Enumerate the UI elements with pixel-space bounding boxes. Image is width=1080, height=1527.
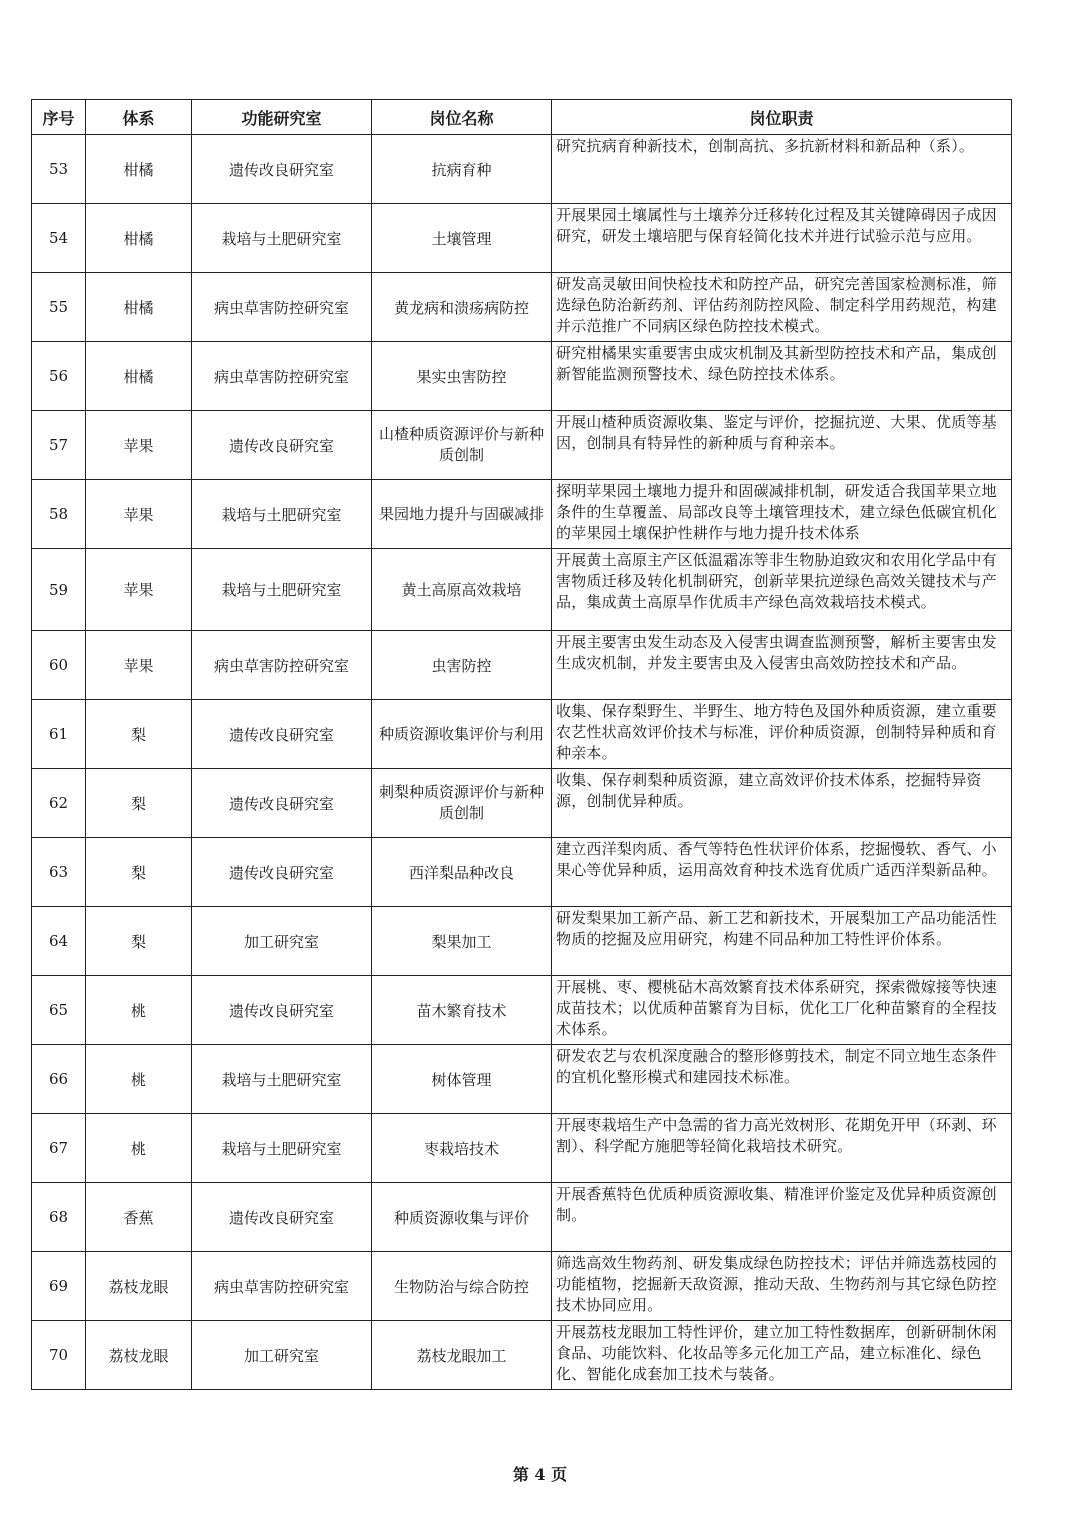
row-no: 57: [32, 411, 86, 480]
row-duty: 开展主要害虫发生动态及入侵害虫调查监测预警，解析主要害虫发生成灾机制，并发主要害虫及入侵害虫高效防控技术和产品。: [552, 631, 1012, 700]
row-post: 果实虫害防控: [372, 342, 552, 411]
row-post: 土壤管理: [372, 204, 552, 273]
row-post: 种质资源收集与评价: [372, 1183, 552, 1252]
row-lab: 遗传改良研究室: [192, 135, 372, 204]
row-no: 56: [32, 342, 86, 411]
table-row: [32, 1321, 1012, 1390]
row-system: 桃: [86, 1045, 192, 1114]
table-row: [32, 838, 1012, 907]
row-no: 67: [32, 1114, 86, 1183]
row-lab: 栽培与土肥研究室: [192, 204, 372, 273]
row-duty: 开展荔枝龙眼加工特性评价，建立加工特性数据库，创新研制休闲食品、功能饮料、化妆品等多元化加工产品，建立标准化、绿色化、智能化成套加工技术与装备。: [552, 1321, 1012, 1390]
row-duty: 开展黄土高原主产区低温霜冻等非生物胁迫致灾和农用化学品中有害物质迁移及转化机制研究，创新苹果抗逆绿色高效关键技术与产品，集成黄土高原旱作优质丰产绿色高效栽培技术模式。: [552, 549, 1012, 631]
row-no: 58: [32, 480, 86, 549]
row-post: 荔枝龙眼加工: [372, 1321, 552, 1390]
row-post: 枣栽培技术: [372, 1114, 552, 1183]
row-lab: 遗传改良研究室: [192, 411, 372, 480]
row-system: 柑橘: [86, 342, 192, 411]
row-lab: 病虫草害防控研究室: [192, 273, 372, 342]
row-lab: 遗传改良研究室: [192, 700, 372, 769]
row-system: 荔枝龙眼: [86, 1252, 192, 1321]
row-duty: 筛选高效生物药剂、研发集成绿色防控技术；评估并筛选荔枝园的功能植物，挖掘新天敌资源，推动天敌、生物药剂与其它绿色防控技术协同应用。: [552, 1252, 1012, 1321]
row-duty: 研发梨果加工新产品、新工艺和新技术，开展梨加工产品功能活性物质的挖掘及应用研究，构建不同品种加工特性评价体系。: [552, 907, 1012, 976]
row-duty: 开展桃、枣、樱桃砧木高效繁育技术体系研究，探索微嫁接等快速成苗技术；以优质种苗繁育为目标，优化工厂化种苗繁育的全程技术体系。: [552, 976, 1012, 1045]
row-lab: 病虫草害防控研究室: [192, 1252, 372, 1321]
table-row: [32, 480, 1012, 549]
row-no: 66: [32, 1045, 86, 1114]
row-system: 梨: [86, 907, 192, 976]
table-row: [32, 1114, 1012, 1183]
row-lab: 病虫草害防控研究室: [192, 631, 372, 700]
row-system: 苹果: [86, 631, 192, 700]
table-row: [32, 549, 1012, 631]
row-lab: 栽培与土肥研究室: [192, 1114, 372, 1183]
row-duty: 研发农艺与农机深度融合的整形修剪技术，制定不同立地生态条件的宜机化整形模式和建园技术标准。: [552, 1045, 1012, 1114]
row-post: 抗病育种: [372, 135, 552, 204]
table-row: [32, 700, 1012, 769]
row-post: 树体管理: [372, 1045, 552, 1114]
row-no: 69: [32, 1252, 86, 1321]
row-lab: 遗传改良研究室: [192, 769, 372, 838]
row-post: 生物防治与综合防控: [372, 1252, 552, 1321]
header-system: 体系: [86, 100, 192, 135]
row-no: 68: [32, 1183, 86, 1252]
row-no: 61: [32, 700, 86, 769]
row-post: 梨果加工: [372, 907, 552, 976]
row-post: 虫害防控: [372, 631, 552, 700]
row-lab: 病虫草害防控研究室: [192, 342, 372, 411]
row-post: 西洋梨品种改良: [372, 838, 552, 907]
row-duty: 收集、保存梨野生、半野生、地方特色及国外种质资源，建立重要农艺性状高效评价技术与标准，评价种质资源，创制特异种质和育种亲本。: [552, 700, 1012, 769]
row-duty: 收集、保存刺梨种质资源，建立高效评价技术体系，挖掘特异资源，创制优异种质。: [552, 769, 1012, 838]
header-lab: 功能研究室: [192, 100, 372, 135]
row-no: 60: [32, 631, 86, 700]
row-no: 62: [32, 769, 86, 838]
row-system: 梨: [86, 838, 192, 907]
table-row: [32, 1183, 1012, 1252]
row-system: 荔枝龙眼: [86, 1321, 192, 1390]
row-no: 70: [32, 1321, 86, 1390]
header-post: 岗位名称: [372, 100, 552, 135]
table-row: [32, 631, 1012, 700]
row-system: 柑橘: [86, 273, 192, 342]
row-lab: 遗传改良研究室: [192, 976, 372, 1045]
row-system: 桃: [86, 976, 192, 1045]
row-system: 苹果: [86, 411, 192, 480]
table-row: [32, 1252, 1012, 1321]
header-duty: 岗位职责: [552, 100, 1012, 135]
table-row: [32, 411, 1012, 480]
table-row: [32, 907, 1012, 976]
row-no: 65: [32, 976, 86, 1045]
row-duty: 开展山楂种质资源收集、鉴定与评价，挖掘抗逆、大果、优质等基因，创制具有特异性的新种质与育种亲本。: [552, 411, 1012, 480]
table-row: [32, 204, 1012, 273]
row-duty: 开展香蕉特色优质种质资源收集、精准评价鉴定及优异种质资源创制。: [552, 1183, 1012, 1252]
table-row: [32, 342, 1012, 411]
row-post: 黄龙病和溃疡病防控: [372, 273, 552, 342]
row-system: 桃: [86, 1114, 192, 1183]
row-duty: 研究柑橘果实重要害虫成灾机制及其新型防控技术和产品，集成创新智能监测预警技术、绿色防控技术体系。: [552, 342, 1012, 411]
row-post: 刺梨种质资源评价与新种质创制: [372, 769, 552, 838]
row-lab: 加工研究室: [192, 1321, 372, 1390]
row-lab: 栽培与土肥研究室: [192, 549, 372, 631]
positions-table: [31, 99, 1012, 1390]
table-row: [32, 273, 1012, 342]
row-system: 苹果: [86, 480, 192, 549]
row-post: 苗木繁育技术: [372, 976, 552, 1045]
row-no: 55: [32, 273, 86, 342]
row-post: 果园地力提升与固碳减排: [372, 480, 552, 549]
row-duty: 建立西洋梨肉质、香气等特色性状评价体系，挖掘慢软、香气、小果心等优异种质，运用高效育种技术选育优质广适西洋梨新品种。: [552, 838, 1012, 907]
row-duty: 开展枣栽培生产中急需的省力高光效树形、花期免开甲（环剥、环割）、科学配方施肥等轻简化栽培技术研究。: [552, 1114, 1012, 1183]
row-lab: 加工研究室: [192, 907, 372, 976]
table-row: [32, 769, 1012, 838]
row-post: 山楂种质资源评价与新种质创制: [372, 411, 552, 480]
table-row: [32, 976, 1012, 1045]
page-number: 第 4 页: [512, 1465, 568, 1484]
table-row: [32, 1045, 1012, 1114]
row-lab: 栽培与土肥研究室: [192, 1045, 372, 1114]
row-no: 59: [32, 549, 86, 631]
row-system: 苹果: [86, 549, 192, 631]
row-system: 香蕉: [86, 1183, 192, 1252]
row-system: 梨: [86, 769, 192, 838]
row-no: 64: [32, 907, 86, 976]
table-row: [32, 135, 1012, 204]
row-post: 种质资源收集评价与利用: [372, 700, 552, 769]
row-no: 54: [32, 204, 86, 273]
header-no: 序号: [32, 100, 86, 135]
row-system: 柑橘: [86, 204, 192, 273]
row-system: 柑橘: [86, 135, 192, 204]
row-duty: 探明苹果园土壤地力提升和固碳减排机制，研发适合我国苹果立地条件的生草覆盖、局部改良等土壤管理技术，建立绿色低碳宜机化的苹果园土壤保护性耕作与地力提升技术体系: [552, 480, 1012, 549]
row-lab: 遗传改良研究室: [192, 1183, 372, 1252]
row-duty: 研究抗病育种新技术，创制高抗、多抗新材料和新品种（系）。: [552, 135, 1012, 204]
row-duty: 开展果园土壤属性与土壤养分迁移转化过程及其关键障碍因子成因研究，研发土壤培肥与保育轻简化技术并进行试验示范与应用。: [552, 204, 1012, 273]
row-no: 63: [32, 838, 86, 907]
row-post: 黄土高原高效栽培: [372, 549, 552, 631]
row-no: 53: [32, 135, 86, 204]
row-duty: 研发高灵敏田间快检技术和防控产品，研究完善国家检测标准，筛选绿色防治新药剂、评估药剂防控风险、制定科学用药规范，构建并示范推广不同病区绿色防控技术模式。: [552, 273, 1012, 342]
table-header-row: [32, 100, 1012, 135]
row-lab: 栽培与土肥研究室: [192, 480, 372, 549]
row-lab: 遗传改良研究室: [192, 838, 372, 907]
row-system: 梨: [86, 700, 192, 769]
